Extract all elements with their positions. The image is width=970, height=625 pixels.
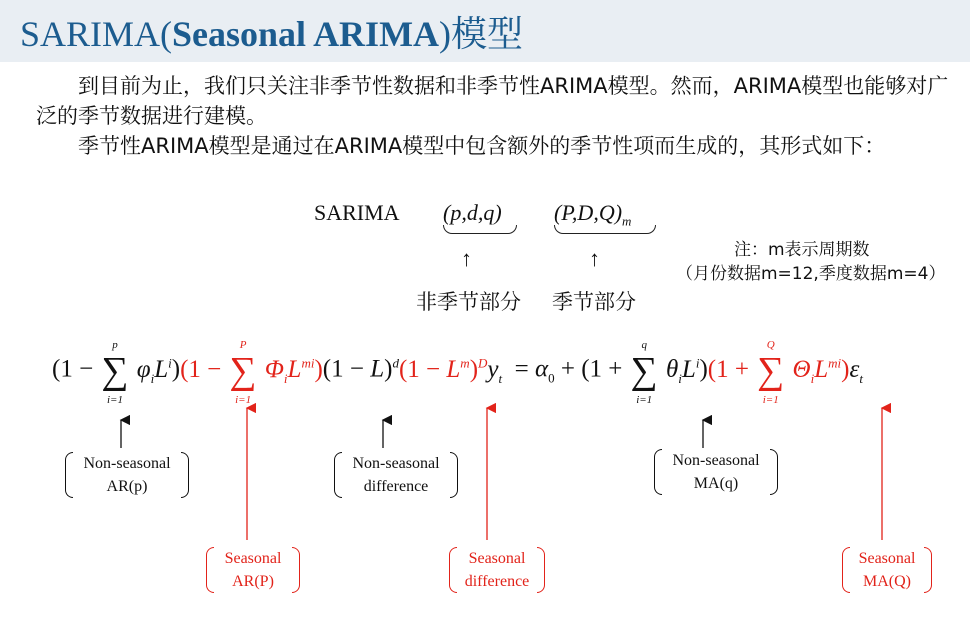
paragraph-2: 季节性ARIMA模型是通过在ARIMA模型中包含额外的季节性项而生成的，其形式如下：: [78, 134, 886, 158]
sarima-name: SARIMA: [314, 200, 400, 225]
sum-symbol: ∑ Q i=1: [757, 339, 785, 406]
label-seasonal-ar: [206, 547, 300, 593]
label-seasonal-ma: [842, 547, 932, 593]
title-bold: Seasonal ARIMA: [172, 14, 440, 54]
note-line-2: （月份数据m=12,季度数据m=4）: [676, 264, 946, 284]
label-line: Seasonal: [858, 550, 916, 567]
nonseasonal-order: (p,d,q): [443, 200, 502, 225]
label-line: MA(Q): [863, 573, 911, 590]
seasonal-order-text: (P,D,Q): [554, 200, 623, 225]
note-line-1: 注：m表示周期数: [734, 240, 870, 260]
label-line: AR(P): [232, 573, 274, 590]
title-prefix: SARIMA(: [20, 14, 173, 54]
label-line: AR(p): [106, 478, 148, 495]
sarima-formula: (1 − ∑ p i=1 $\varphi_iL^i)(1$ − ∑ P i=1 $\Phi_iL^{mi})(1 - L)^d(1 - L^m)^Dy_t = \alpha_0 + (1$ + ∑ q i=1 $\theta_iL^i)(1$ + ∑ Q i=1 $\Theta_iL^{mi})\varepsilon_t$: [52, 339, 863, 406]
nonseasonal-arrow: ↑: [461, 246, 472, 271]
label-line: Seasonal: [468, 550, 526, 567]
seasonal-label: 季节部分: [552, 290, 636, 314]
label-line: Non-seasonal: [83, 455, 171, 472]
label-line: Non-seasonal: [672, 452, 760, 469]
sum-symbol: ∑ q i=1: [630, 339, 658, 406]
label-nonseasonal-ar: [65, 452, 189, 498]
label-line: Seasonal: [224, 550, 282, 567]
sum-symbol: ∑ P i=1: [229, 339, 257, 406]
label-line: difference: [464, 573, 530, 590]
label-line: MA(q): [693, 475, 739, 492]
paragraph-1: 到目前为止，我们只关注非季节性数据和非季节性ARIMA模型。然而，ARIMA模型也能够对广泛的季节数据进行建模。: [36, 74, 949, 128]
nonseasonal-label: 非季节部分: [416, 290, 521, 314]
label-line: Non-seasonal: [352, 455, 440, 472]
label-nonseasonal-ma: [654, 449, 778, 495]
label-seasonal-difference: [449, 547, 545, 593]
title-suffix: )模型: [439, 14, 524, 54]
sum-symbol: ∑ p i=1: [101, 339, 129, 406]
seasonal-subscript: m: [622, 213, 632, 229]
label-line: difference: [363, 478, 429, 495]
label-nonseasonal-difference: [334, 452, 458, 498]
seasonal-arrow: ↑: [589, 246, 600, 271]
